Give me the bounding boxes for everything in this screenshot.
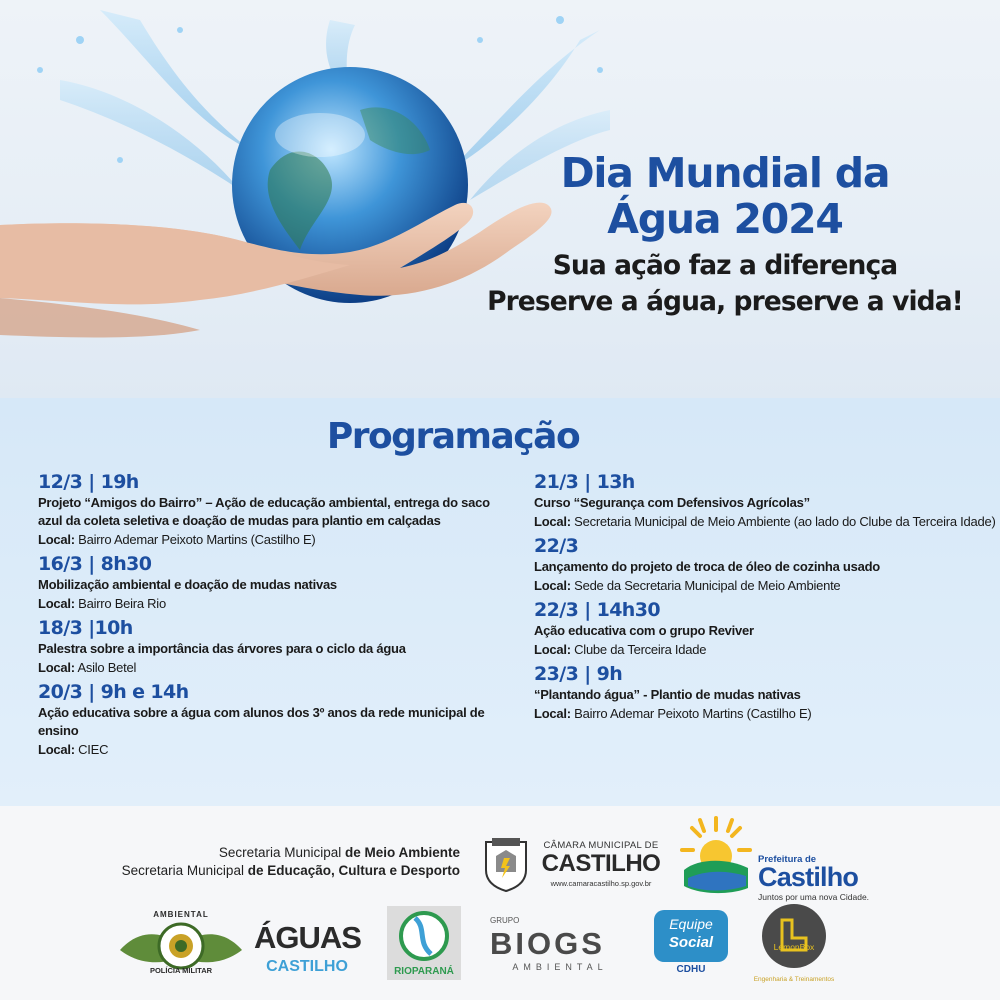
camara-name: CASTILHO	[541, 850, 661, 877]
policia-top-text: AMBIENTAL	[153, 910, 209, 919]
prefeitura-tagline: Juntos por uma nova Cidade.	[758, 892, 870, 902]
event-location: Local: Sede da Secretaria Municipal de Meio Ambiente	[534, 578, 841, 593]
event-description: Projeto “Amigos do Bairro” – Ação de educação ambiental, entrega do saco	[38, 495, 490, 510]
biogs-name: BIOGS	[490, 926, 605, 961]
hero-subtitle-line1: Sua ação faz a diferença	[552, 250, 898, 281]
biogs-top-text: GRUPO	[490, 916, 520, 925]
event-item	[38, 616, 528, 677]
rio-parana-logo	[387, 906, 461, 980]
camara-crest-icon	[482, 836, 530, 892]
equipe-social-cdhu-logo	[650, 906, 732, 980]
event-date: 23/3 | 9h	[534, 663, 623, 685]
policia-militar-ambiental-logo	[118, 910, 244, 976]
lemonbox-logo	[752, 902, 836, 986]
event-date: 20/3 | 9h e 14h	[38, 681, 189, 703]
event-location: Local: Clube da Terceira Idade	[534, 642, 707, 657]
event-location: Local: Asilo Betel	[38, 660, 137, 675]
event-item	[534, 534, 1000, 595]
hero-title-line2: Água 2024	[607, 195, 843, 243]
event-item	[38, 552, 528, 613]
event-date: 12/3 | 19h	[38, 471, 139, 493]
event-date: 22/3	[534, 535, 579, 557]
camara-url: www.camaracastilho.sp.gov.br	[550, 879, 652, 888]
event-item	[534, 662, 1000, 723]
secretariat-environment: Secretaria Municipal de Meio Ambiente	[218, 845, 460, 860]
prefeitura-name: Castilho	[758, 862, 859, 892]
equipe-line2: Social	[668, 934, 714, 951]
event-date: 21/3 | 13h	[534, 471, 635, 493]
event-item	[38, 470, 528, 549]
event-date: 16/3 | 8h30	[38, 553, 152, 575]
event-location: Local: Secretaria Municipal de Meio Ambiente (ao lado do Clube da Terceira Idade)	[534, 514, 996, 529]
event-item	[534, 470, 1000, 531]
rio-parana-circle-icon	[387, 906, 461, 966]
footer-sponsors	[0, 806, 1000, 1000]
camara-top-text: CÂMARA MUNICIPAL DE	[543, 840, 659, 851]
event-description: Lançamento do projeto de troca de óleo de cozinha usado	[534, 559, 880, 574]
program-column-left	[38, 470, 528, 762]
hero-title-line1: Dia Mundial da	[560, 149, 890, 197]
lemonbox-tagline: Engenharia & Treinamentos	[753, 976, 835, 983]
biogs-bottom-text: AMBIENTAL	[512, 962, 608, 972]
event-location: Local: Bairro Beira Rio	[38, 596, 166, 611]
event-item	[38, 680, 528, 759]
event-description: Palestra sobre a importância das árvores para o ciclo da água	[38, 641, 406, 656]
aguas-top-text: ÁGUAS	[254, 920, 361, 955]
event-description: Curso “Segurança com Defensivos Agrícolas”	[534, 495, 810, 510]
event-item	[534, 598, 1000, 659]
event-date: 18/3 |10h	[38, 617, 133, 639]
prefeitura-castilho-logo	[678, 814, 890, 900]
prefeitura-sun-landscape-icon	[678, 814, 754, 896]
event-description: “Plantando água” - Plantio de mudas nativas	[534, 687, 801, 702]
hero-text-block	[470, 150, 980, 320]
aguas-castilho-logo	[254, 914, 360, 978]
event-description: Mobilização ambiental e doação de mudas nativas	[38, 577, 337, 592]
prefeitura-top-text: Prefeitura de	[758, 854, 817, 865]
program-section	[0, 398, 1000, 806]
grupo-biogs-logo	[490, 916, 630, 976]
event-location: Local: Bairro Ademar Peixoto Martins (Castilho E)	[38, 532, 316, 547]
hero-subtitle-line2: Preserve a água, preserve a vida!	[487, 286, 963, 317]
program-title: Programação	[326, 416, 580, 457]
lemonbox-name: LemonBox	[773, 942, 815, 952]
event-description: azul da coleta seletiva e doação de mudas para plantio em calçadas	[38, 513, 441, 528]
policia-bottom-text: POLÍCIA MILITAR	[149, 966, 213, 975]
event-location: Local: CIEC	[38, 742, 109, 757]
hero-banner	[0, 0, 1000, 398]
program-column-right	[534, 470, 1000, 726]
camara-castilho-logo	[482, 834, 672, 896]
aguas-bottom-text: CASTILHO	[266, 958, 348, 975]
event-location: Local: Bairro Ademar Peixoto Martins (Castilho E)	[534, 706, 812, 721]
event-description: Ação educativa com o grupo Reviver	[534, 623, 754, 638]
equipe-tag: CDHU	[676, 964, 706, 975]
lemonbox-circle-icon	[752, 902, 836, 972]
secretariats-text	[70, 844, 460, 880]
event-description: Ação educativa sobre a água com alunos dos 3º anos da rede municipal de ensino	[38, 705, 485, 738]
equipe-line1: Equipe	[669, 916, 713, 932]
secretariat-education: Secretaria Municipal de Educação, Cultura e Desporto	[121, 863, 460, 878]
event-date: 22/3 | 14h30	[534, 599, 660, 621]
rio-parana-label: RIOPARANÁ	[394, 966, 454, 977]
